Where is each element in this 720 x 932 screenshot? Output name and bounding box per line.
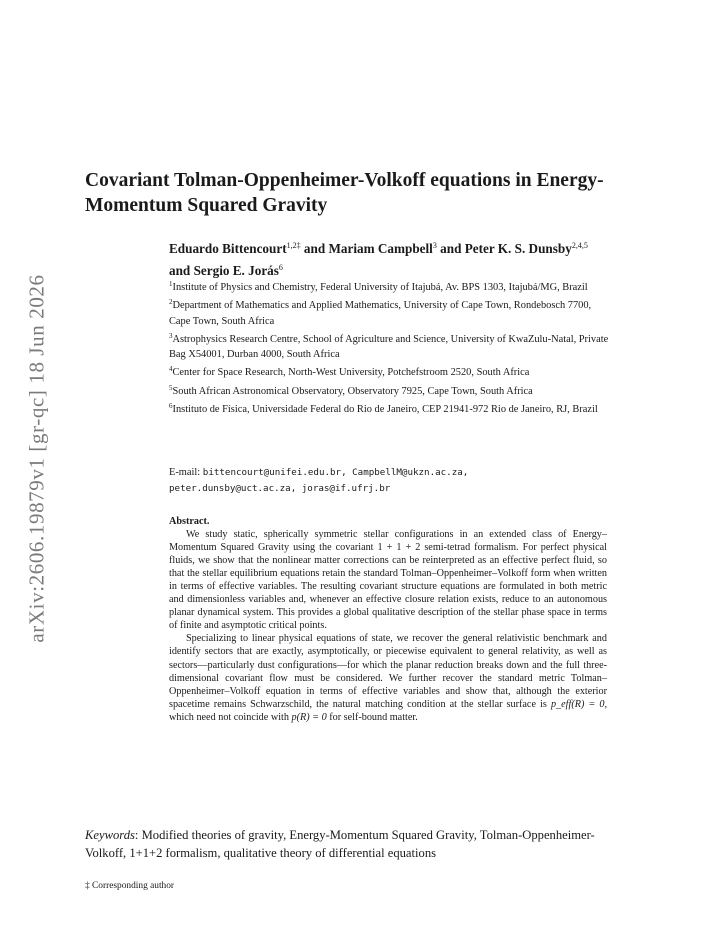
author-name: Mariam Campbell — [328, 241, 433, 256]
author-name: Eduardo Bittencourt — [169, 241, 287, 256]
affiliation-text: Instituto de Física, Universidade Federal do Rio de Janeiro, CEP 21941-972 Rio de Janeiro, RJ, Brazil — [172, 404, 598, 416]
effective-pressure-condition: p_eff(R) = 0 — [550, 698, 605, 710]
author-affiliation-marks: 1,2 — [286, 241, 297, 250]
affiliation-item — [169, 381, 609, 399]
affiliation-item — [169, 329, 609, 363]
keywords-text: : Modified theories of gravity, Energy-Momentum Squared Gravity, Tolman-Oppenheimer-Volkoff, 1+1+2 formalism, qualitative theory of differential equations — [85, 828, 595, 860]
abstract-paragraph-2-text: Specializing to linear physical equations of state, we recover the general relativistic benchmark and identify sectors that are exactly, asymptotically, or piecewise equivalent to general relativity, as well as sectors—particularly dust configurations—for which the planar reduction breaks down and the full three-dimensional covariant flow must be considered. We further recover the standard metric Tolman–Oppenheimer–Volkoff equation in terms of effective variables and show that, although the exterior spacetime remains Schwarzschild, the natural matching condition at the stellar surface is — [169, 633, 607, 710]
abstract-paragraph-1: We study static, spherically symmetric stellar configurations in an extended class of Energy–Momentum Squared Gravity using the covariant 1 + 1 + 2 semi-tetrad formalism. For perfect physical fluids, we show that the nonlinear matter corrections can be reinterpreted as an effective perfect fluid, so that the stellar equilibrium equations retain the standard Tolman–Oppenheimer–Volkoff form when written in terms of effective variables. The resulting covariant structure equations are formulated in both metric and dimensionless variables and, whenever an effective closure relation exists, reduce to an autonomous planar dynamical system. This provides a global qualitative description of the stellar phase space in terms of finite and asymptotic critical points. — [169, 529, 607, 632]
affiliation-number: 2 — [169, 298, 173, 307]
keywords — [85, 826, 610, 862]
footnote-mark: ‡ — [85, 881, 90, 891]
abstract-heading: Abstract. — [169, 516, 210, 527]
arxiv-identifier-text: arXiv:2606.19879v1 [gr-qc] 18 Jun 2026 — [24, 273, 49, 643]
author-separator: and — [303, 241, 326, 256]
affiliation-item — [169, 362, 609, 380]
affiliation-list — [169, 277, 609, 417]
keywords-label: Keywords — [85, 828, 135, 842]
author-separator: and — [440, 241, 462, 256]
corresponding-author-mark: ‡ — [296, 241, 301, 250]
email-addresses-line-1[interactable]: bittencourt@unifei.edu.br, CampbellM@ukzn.ac.za, — [202, 467, 469, 478]
email-addresses-line-2[interactable]: peter.dunsby@uct.ac.za, joras@if.ufrj.br — [169, 483, 391, 494]
email-label: E-mail: — [169, 467, 201, 478]
author-affiliation-marks: 6 — [278, 263, 283, 272]
abstract — [169, 515, 607, 724]
author-affiliation-marks: 2,4,5 — [571, 241, 588, 250]
affiliation-item — [169, 277, 609, 295]
footnote — [85, 881, 385, 891]
affiliation-text: Center for Space Research, North-West University, Potchefstroom 2520, South Africa — [172, 367, 530, 379]
affiliation-item — [169, 399, 609, 417]
author-affiliation-marks: 3 — [432, 241, 437, 250]
abstract-paragraph-2-text: , which need not coincide with — [169, 698, 608, 723]
abstract-paragraph-2 — [169, 632, 607, 723]
abstract-paragraph-2-text: for self-bound matter. — [329, 711, 418, 723]
author-name: Peter K. S. Dunsby — [464, 241, 572, 256]
affiliation-text: Department of Mathematics and Applied Mathematics, University of Cape Town, Rondebosch 7700, Cape Town, South Africa — [169, 300, 592, 327]
affiliation-number: 5 — [169, 383, 173, 392]
affiliation-number: 3 — [169, 331, 173, 340]
footnote-text: Corresponding author — [92, 881, 175, 891]
affiliation-text: South African Astronomical Observatory, Observatory 7925, Cape Town, South Africa — [172, 385, 533, 397]
author-list — [169, 236, 609, 280]
paper-title: Covariant Tolman-Oppenheimer-Volkoff equations in Energy-Momentum Squared Gravity — [85, 170, 604, 216]
affiliation-text: Astrophysics Research Centre, School of Agriculture and Science, University of KwaZulu-Natal, Private Bag X54001, Durban 4000, South Africa — [169, 333, 609, 361]
pressure-condition: p(R) = 0 — [291, 711, 327, 723]
email-block — [169, 465, 609, 497]
author-name: Sergio E. Jorás — [193, 263, 279, 278]
arxiv-identifier-stamp — [20, 268, 54, 648]
affiliation-number: 4 — [169, 365, 173, 374]
author-separator: and — [169, 263, 191, 278]
affiliation-number: 1 — [169, 280, 173, 288]
affiliation-number: 6 — [169, 402, 173, 411]
affiliation-text: Institute of Physics and Chemistry, Federal University of Itajubá, Av. BPS 1303, Itajubá/MG, Brazil — [172, 282, 588, 293]
affiliation-item — [169, 295, 609, 329]
